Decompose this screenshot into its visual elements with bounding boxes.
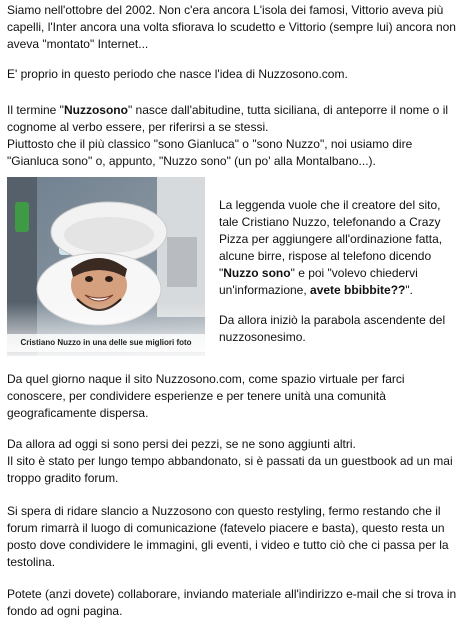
text-fragment: " nasce dall'abitudine, tutta siciliana, di anteporre il nome o il xyxy=(127,103,449,117)
text-line: Da allora ad oggi si sono persi dei pezzi, se ne sono aggiunti altri. xyxy=(7,437,356,451)
text-line: tale Cristiano Nuzzo, telefonando a Crazy xyxy=(219,215,441,229)
text-line: geograficamente dispersa. xyxy=(7,406,149,420)
brand-term: Nuzzosono xyxy=(63,103,128,117)
text-fragment: " xyxy=(219,266,224,280)
text-fragment: " e poi "volevo chiedervi xyxy=(290,266,418,280)
text-line: Pizza per aggiungere all'ordinazione fatta, xyxy=(219,232,443,246)
quote-bold: Nuzzo sono xyxy=(223,266,291,280)
sito-paragraph xyxy=(7,371,462,422)
text-line: Si spera di ridare slancio a Nuzzosono con questo restyling, fermo restando che il xyxy=(7,504,441,518)
idea-paragraph xyxy=(7,66,462,83)
text-line: aveva "montato" Internet... xyxy=(7,37,149,51)
quote-bold: avete bbibbite?? xyxy=(310,283,406,297)
text-line: Siamo nell'ottobre del 2002. Non c'era ancora L'isola dei famosi, Vittorio aveva più xyxy=(7,3,444,17)
text-line: nuzzosonesimo. xyxy=(219,330,306,344)
text-line: posto dove condividere le immagini, gli eventi, i video e tutto ciò che ci passa per la xyxy=(7,538,449,552)
text-line: Da allora iniziò la parabola ascendente del xyxy=(219,313,446,327)
parabola-paragraph xyxy=(219,312,461,346)
text-line: troppo gradito forum. xyxy=(7,471,119,485)
text-line: E' proprio in questo periodo che nasce l'idea di Nuzzosono.com. xyxy=(7,67,348,81)
text-line xyxy=(219,282,461,299)
founder-photo xyxy=(7,177,205,356)
text-line: Potete (anzi dovete) collaborare, inviando materiale all'indirizzo e-mail che si trova in xyxy=(7,587,457,601)
text-fragment: ". xyxy=(405,283,413,297)
text-line: testolina. xyxy=(7,555,56,569)
text-line: cognome al verbo essere, per riferirsi a se stessi. xyxy=(7,120,269,134)
persi-paragraph xyxy=(7,436,462,487)
intro-paragraph xyxy=(7,2,462,53)
text-fragment: un'informazione, xyxy=(219,283,311,297)
text-fragment: Il termine " xyxy=(7,103,64,117)
text-line: conoscere, per condividere esperienze e per tenere unità una comunità xyxy=(7,389,386,403)
termine-paragraph xyxy=(7,102,462,170)
text-line: fondo ad ogni pagina. xyxy=(7,604,123,618)
text-line xyxy=(219,265,461,282)
spera-paragraph xyxy=(7,503,462,571)
text-line: forum rimarrà il luogo di comunicazione (fatevelo piacere e basta), questo resta un xyxy=(7,521,445,535)
text-line: Da quel giorno naque il sito Nuzzosono.com, come spazio virtuale per farci xyxy=(7,372,405,386)
collabora-paragraph xyxy=(7,586,462,620)
text-line: La leggenda vuole che il creatore del sito, xyxy=(219,198,441,212)
text-line: capelli, l'Inter ancora una volta sfiorava lo scudetto e Vittorio (sempre lui) ancora non xyxy=(7,20,456,34)
leggenda-paragraph xyxy=(219,197,461,299)
text-line: alcune birre, rispose al telefono dicendo xyxy=(219,249,432,263)
text-line xyxy=(7,102,462,119)
text-line: Il sito è stato per lungo tempo abbandonato, si è passati da un guestbook ad un mai xyxy=(7,454,453,468)
text-line: "Gianluca sono" o, appunto, "Nuzzo sono" (un po' alla Montalbano...). xyxy=(7,154,376,168)
photo-illustration xyxy=(7,177,205,356)
text-line: Piuttosto che il più classico "sono Gianluca" o "sono Nuzzo", noi usiamo dire xyxy=(7,137,413,151)
photo-caption: Cristiano Nuzzo in una delle sue migliori foto xyxy=(7,334,205,352)
